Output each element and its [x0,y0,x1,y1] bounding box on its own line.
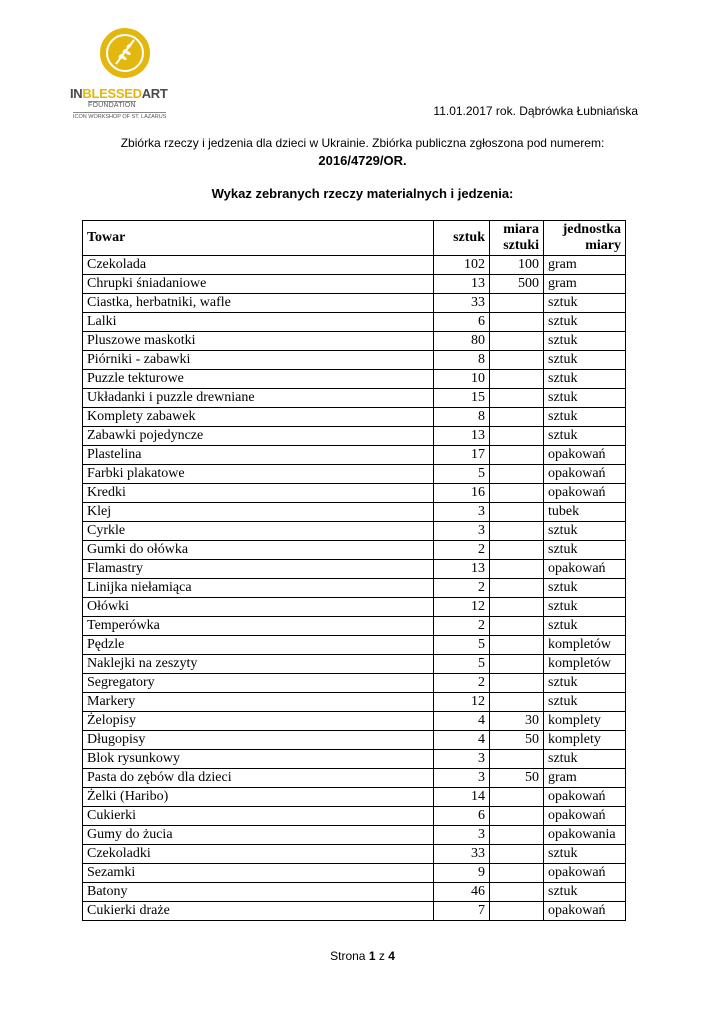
item-measure [490,864,544,883]
item-quantity: 16 [434,484,490,503]
item-name: Naklejki na zeszyty [83,655,434,674]
item-measure [490,294,544,313]
table-row [83,750,626,769]
table-row [83,731,626,750]
item-measure [490,484,544,503]
item-unit: sztuk [544,845,626,864]
item-unit: sztuk [544,522,626,541]
item-measure [490,598,544,617]
table-row [83,598,626,617]
table-header-row [83,221,626,256]
table-row [83,313,626,332]
item-quantity: 9 [434,864,490,883]
item-unit: sztuk [544,541,626,560]
item-quantity: 4 [434,731,490,750]
item-quantity: 3 [434,826,490,845]
table-row [83,294,626,313]
item-quantity: 12 [434,693,490,712]
item-unit: opakowań [544,807,626,826]
item-unit: opakowań [544,902,626,921]
item-unit: sztuk [544,313,626,332]
item-unit: sztuk [544,598,626,617]
item-measure [490,560,544,579]
item-measure [490,902,544,921]
table-row [83,275,626,294]
column-header-miara [490,221,544,256]
item-unit: opakowań [544,864,626,883]
item-unit: sztuk [544,883,626,902]
item-name: Markery [83,693,434,712]
item-name: Gumki do ołówka [83,541,434,560]
item-quantity: 15 [434,389,490,408]
item-measure [490,750,544,769]
item-quantity: 2 [434,617,490,636]
item-measure [490,332,544,351]
item-name: Piórniki - zabawki [83,351,434,370]
item-name: Blok rysunkowy [83,750,434,769]
item-name: Klej [83,503,434,522]
miara-line1: miara [503,222,539,237]
item-unit: komplety [544,712,626,731]
page-footer [0,949,725,963]
table-row [83,465,626,484]
item-name: Zabawki pojedyncze [83,427,434,446]
item-measure [490,636,544,655]
item-quantity: 8 [434,408,490,427]
item-unit: kompletów [544,655,626,674]
table-row [83,541,626,560]
intro-text: Zbiórka rzeczy i jedzenia dla dzieci w Ukrainie. Zbiórka publiczna zgłoszona pod numerem: [120,136,605,150]
page-separator: z [378,949,385,963]
item-unit: sztuk [544,750,626,769]
item-measure [490,845,544,864]
table-row [83,579,626,598]
item-measure [490,788,544,807]
table-row [83,655,626,674]
item-quantity: 2 [434,579,490,598]
item-name: Flamastry [83,560,434,579]
item-quantity: 4 [434,712,490,731]
item-quantity: 3 [434,769,490,788]
item-name: Ciastka, herbatniki, wafle [83,294,434,313]
table-row [83,902,626,921]
column-header-jednostka [544,221,626,256]
item-measure: 50 [490,769,544,788]
item-measure [490,674,544,693]
table-row [83,389,626,408]
item-quantity: 5 [434,655,490,674]
item-measure [490,389,544,408]
item-unit: gram [544,769,626,788]
item-measure [490,693,544,712]
item-measure [490,522,544,541]
item-unit: sztuk [544,389,626,408]
item-unit: opakowań [544,788,626,807]
item-quantity: 80 [434,332,490,351]
table-row [83,560,626,579]
item-measure [490,807,544,826]
item-unit: tubek [544,503,626,522]
table-row [83,883,626,902]
item-measure [490,579,544,598]
item-name: Segregatory [83,674,434,693]
column-header-towar: Towar [83,221,434,256]
date-line: 11.01.2017 rok. Dąbrówka Łubniańska [433,104,638,118]
item-unit: opakowań [544,560,626,579]
item-measure: 100 [490,256,544,275]
item-name: Żelopisy [83,712,434,731]
table-row [83,503,626,522]
item-unit: sztuk [544,332,626,351]
table-row [83,256,626,275]
item-quantity: 33 [434,294,490,313]
item-name: Cukierki [83,807,434,826]
item-quantity: 10 [434,370,490,389]
item-quantity: 13 [434,275,490,294]
item-name: Farbki plakatowe [83,465,434,484]
item-name: Czekolada [83,256,434,275]
table-row [83,712,626,731]
item-name: Kredki [83,484,434,503]
item-quantity: 33 [434,845,490,864]
item-unit: gram [544,256,626,275]
page-current: 1 [368,949,376,963]
item-quantity: 5 [434,465,490,484]
column-header-sztuk: sztuk [434,221,490,256]
table-row [83,864,626,883]
table-row [83,332,626,351]
item-quantity: 13 [434,560,490,579]
item-measure [490,826,544,845]
item-quantity: 102 [434,256,490,275]
miara-line2: sztuki [503,238,539,253]
logo-tagline: ICON WORKSHOP OF ST. LAZARUS [73,114,167,120]
item-unit: sztuk [544,693,626,712]
item-name: Długopisy [83,731,434,750]
item-unit: sztuk [544,617,626,636]
item-name: Pluszowe maskotki [83,332,434,351]
logo-wordmark: INBLESSEDART [70,86,168,101]
item-quantity: 14 [434,788,490,807]
item-name: Cyrkle [83,522,434,541]
item-name: Plastelina [83,446,434,465]
item-measure [490,883,544,902]
item-measure [490,408,544,427]
table-row [83,845,626,864]
table-row [83,788,626,807]
item-name: Chrupki śniadaniowe [83,275,434,294]
item-measure [490,370,544,389]
item-unit: sztuk [544,370,626,389]
item-name: Pędzle [83,636,434,655]
item-quantity: 13 [434,427,490,446]
item-unit: sztuk [544,579,626,598]
page-label: Strona [330,949,366,963]
item-quantity: 12 [434,598,490,617]
logo-subtitle: FOUNDATION [88,102,136,109]
item-name: Temperówka [83,617,434,636]
item-unit: sztuk [544,427,626,446]
table-row [83,446,626,465]
item-unit: sztuk [544,351,626,370]
table-row [83,427,626,446]
registration-number: 2016/4729/OR. [318,153,407,168]
item-measure [490,465,544,484]
item-name: Linijka niełamiąca [83,579,434,598]
item-quantity: 7 [434,902,490,921]
item-quantity: 17 [434,446,490,465]
item-quantity: 2 [434,541,490,560]
item-quantity: 3 [434,750,490,769]
item-measure [490,427,544,446]
table-row [83,484,626,503]
item-measure [490,446,544,465]
table-row [83,807,626,826]
item-quantity: 3 [434,503,490,522]
items-table [82,220,626,921]
item-measure [490,617,544,636]
foundation-logo [70,24,182,120]
item-name: Pasta do zębów dla dzieci [83,769,434,788]
item-name: Sezamki [83,864,434,883]
item-name: Układanki i puzzle drewniane [83,389,434,408]
item-measure: 30 [490,712,544,731]
item-measure [490,503,544,522]
table-row [83,522,626,541]
item-name: Komplety zabawek [83,408,434,427]
item-quantity: 6 [434,807,490,826]
item-measure: 500 [490,275,544,294]
item-unit: opakowań [544,465,626,484]
item-measure [490,351,544,370]
table-row [83,636,626,655]
jedn-line1: jednostka [562,222,621,237]
table-row [83,351,626,370]
item-unit: sztuk [544,294,626,313]
table-row [83,826,626,845]
item-name: Lalki [83,313,434,332]
item-unit: komplety [544,731,626,750]
item-measure: 50 [490,731,544,750]
table-row [83,370,626,389]
item-unit: opakowań [544,484,626,503]
item-quantity: 5 [434,636,490,655]
item-measure [490,313,544,332]
item-quantity: 46 [434,883,490,902]
item-unit: kompletów [544,636,626,655]
item-name: Puzzle tekturowe [83,370,434,389]
item-unit: opakowań [544,446,626,465]
item-name: Batony [83,883,434,902]
table-row [83,769,626,788]
item-name: Gumy do żucia [83,826,434,845]
table-row [83,674,626,693]
table-row [83,693,626,712]
item-name: Cukierki draże [83,902,434,921]
item-name: Ołówki [83,598,434,617]
item-quantity: 6 [434,313,490,332]
table-row [83,408,626,427]
item-quantity: 3 [434,522,490,541]
item-measure [490,655,544,674]
list-heading: Wykaz zebranych rzeczy materialnych i jedzenia: [211,186,514,201]
laurel-emblem-icon [98,26,152,80]
page-total: 4 [388,949,395,963]
table-row [83,617,626,636]
item-unit: sztuk [544,674,626,693]
item-name: Czekoladki [83,845,434,864]
item-unit: opakowania [544,826,626,845]
jedn-line2: miary [585,238,621,253]
item-name: Żelki (Haribo) [83,788,434,807]
item-unit: gram [544,275,626,294]
item-quantity: 2 [434,674,490,693]
item-measure [490,541,544,560]
item-unit: sztuk [544,408,626,427]
item-quantity: 8 [434,351,490,370]
